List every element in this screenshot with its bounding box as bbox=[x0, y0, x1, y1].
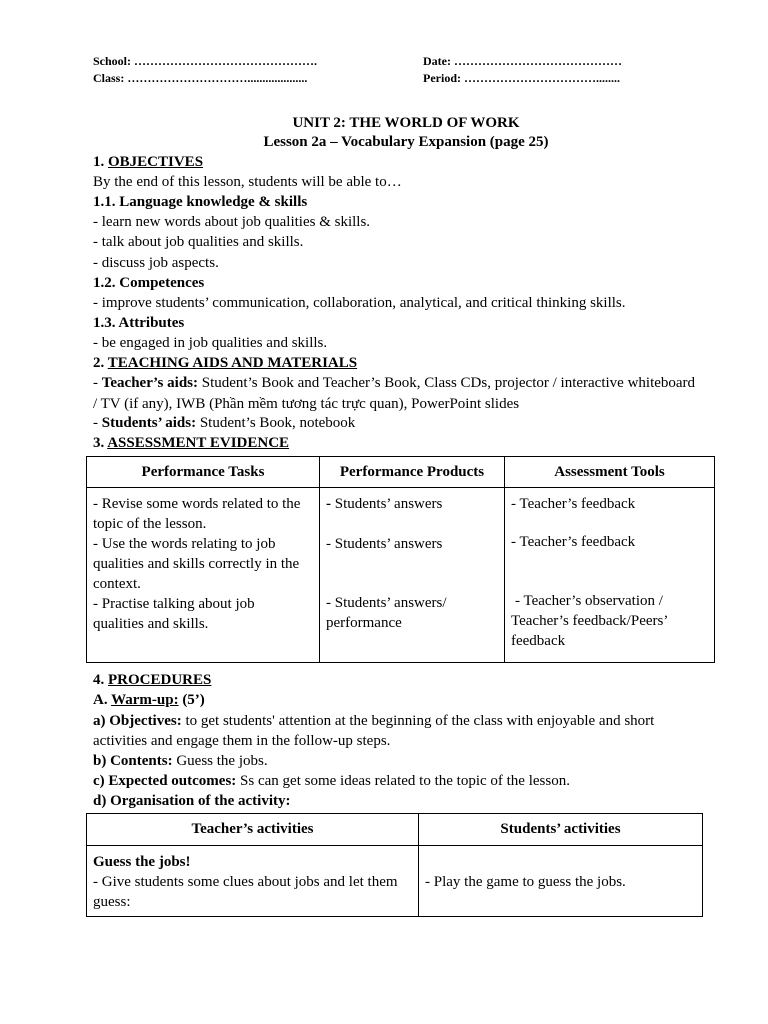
school-field: School: ………………………………………. bbox=[93, 54, 318, 68]
warmup-objectives-continued: activities and engage them in the follow-up steps. bbox=[93, 733, 391, 749]
objectives-intro: By the end of this lesson, students will be able to… bbox=[93, 174, 402, 190]
column-header: Performance Tasks bbox=[87, 457, 320, 488]
competences-heading: 1.2. Competences bbox=[93, 275, 205, 291]
students-aids: - Students’ aids: Student’s Book, notebook bbox=[93, 415, 356, 431]
unit-title: UNIT 2: THE WORLD OF WORK bbox=[292, 115, 520, 131]
table-header-row bbox=[87, 457, 715, 488]
column-header: Teacher’s activities bbox=[87, 814, 419, 846]
column-header: Students’ activities bbox=[419, 814, 703, 846]
column-header: Assessment Tools bbox=[505, 457, 715, 488]
procedures-heading: 4. PROCEDURES bbox=[93, 672, 212, 688]
table-row bbox=[87, 488, 715, 663]
teacher-activities-cell: Guess the jobs! - Give students some clues about jobs and let them guess: bbox=[87, 846, 419, 917]
assessment-table bbox=[86, 456, 715, 663]
activities-table bbox=[86, 813, 703, 917]
attributes-heading: 1.3. Attributes bbox=[93, 315, 185, 331]
warmup-organisation: d) Organisation of the activity: bbox=[93, 793, 291, 809]
warmup-heading: A. Warm-up: (5’) bbox=[93, 692, 205, 708]
teacher-aids: - Teacher’s aids: Student’s Book and Teacher’s Book, Class CDs, projector / interactive whiteboard bbox=[93, 375, 696, 391]
lk-item: - learn new words about job qualities & skills. bbox=[93, 214, 371, 230]
warmup-expected-outcomes: c) Expected outcomes: Ss can get some ideas related to the topic of the lesson. bbox=[93, 773, 570, 789]
assessment-heading: 3. ASSESSMENT EVIDENCE bbox=[93, 435, 290, 451]
column-header: Performance Products bbox=[320, 457, 505, 488]
students-activities-cell: - Play the game to guess the jobs. bbox=[419, 846, 703, 917]
period-field: Period: ……………………………........ bbox=[423, 71, 620, 85]
competences-item: - improve students’ communication, collaboration, analytical, and critical thinking skills. bbox=[93, 295, 626, 311]
language-knowledge-heading: 1.1. Language knowledge & skills bbox=[93, 194, 308, 210]
table-row bbox=[87, 846, 703, 917]
lk-item: - talk about job qualities and skills. bbox=[93, 234, 304, 250]
teacher-aids-continued: / TV (if any), IWB (Phần mềm tương tác trực quan), PowerPoint slides bbox=[93, 396, 520, 412]
class-field: Class: ………………………….................... bbox=[93, 71, 308, 85]
table-header-row bbox=[87, 814, 703, 846]
lk-item: - discuss job aspects. bbox=[93, 255, 219, 271]
tasks-cell: - Revise some words related to the topic of the lesson. - Use the words relating to job qualities and skills correctly in the context. - Practise talking about job qualities and skills. bbox=[87, 488, 320, 663]
warmup-contents: b) Contents: Guess the jobs. bbox=[93, 753, 268, 769]
tools-cell: - Teacher’s feedback - Teacher’s feedback - Teacher’s observation / Teacher’s feedback/Peers’ feedback bbox=[505, 488, 715, 663]
attributes-item: - be engaged in job qualities and skills. bbox=[93, 335, 328, 351]
date-field: Date: …………………………………… bbox=[423, 54, 622, 68]
objectives-heading: 1. OBJECTIVES bbox=[93, 154, 204, 170]
aids-heading: 2. TEACHING AIDS AND MATERIALS bbox=[93, 355, 358, 371]
lesson-title: Lesson 2a – Vocabulary Expansion (page 25) bbox=[263, 134, 549, 150]
warmup-objectives: a) Objectives: to get students' attention at the beginning of the class with enjoyable and short bbox=[93, 713, 655, 729]
products-cell: - Students’ answers - Students’ answers - Students’ answers/ performance bbox=[320, 488, 505, 663]
